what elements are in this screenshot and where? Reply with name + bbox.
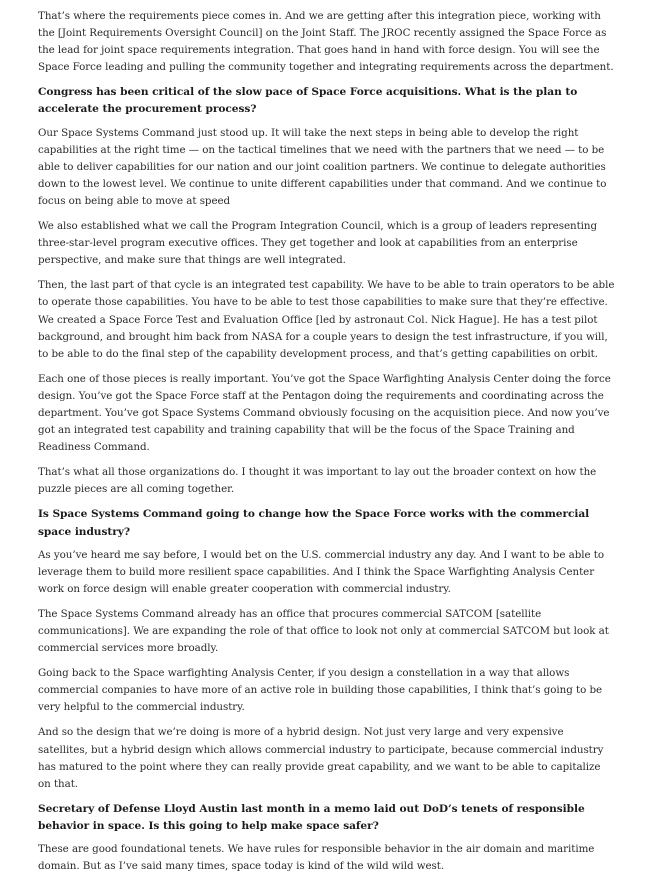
answer-paragraph: That’s where the requirements piece comes in. And we are getting after this integration piece, working with the [Joint Requirements Oversight Council] on the Joint Staff. The JROC recently assigned the Space Force as the lead for joint space requirements integration. That goes hand in hand with force design. You will see the Space Force leading and pulling the community together and integrating requirements across the department. xyxy=(38,10,614,74)
answer-paragraph: Then, the last part of that cycle is an integrated test capability. We have to be able to train operators to be able to operate those capabilities. You have to be able to test those capabilities to make sure that they’re effective. We created a Space Force Test and Evaluation Office [led by astronaut Col. Nick Hague]. He has a test pilot background, and brought him back from NASA for a couple years to design the test infrastructure, if you will, to be able to do the final step of the capability development process, and that’s getting capabilities on orbit. xyxy=(38,279,615,360)
question-heading: Congress has been critical of the slow pace of Space Force acquisitions. What is the plan to accelerate the procurement process? xyxy=(38,86,578,116)
answer-paragraph: As you’ve heard me say before, I would bet on the U.S. commercial industry any day. And I want to be able to leverage them to build more resilient space capabilities. And I think the Space Warfighting Analysis Center work on force design will enable greater cooperation with commercial industry. xyxy=(38,548,604,595)
answer-paragraph: We also established what we call the Program Integration Council, which is a group of leaders representing three-star-level program executive offices. They get together and look at capabilities from an enterprise perspective, and make sure that things are well integrated. xyxy=(38,220,598,267)
answer-paragraph: That’s what all those organizations do. I thought it was important to lay out the broader context on how the puzzle pieces are all coming together. xyxy=(38,466,597,496)
answer-paragraph: These are good foundational tenets. We have rules for responsible behavior in the air domain and maritime domain. But as I’ve said many times, space today is kind of the wild wild west. xyxy=(38,843,595,873)
answer-paragraph: Our Space Systems Command just stood up. It will take the next steps in being able to develop the right capabilities at the right time — on the tactical timelines that we need with the partners that we need — to be able to deliver capabilities for our nation and our joint coalition partners. We continue to delegate authorities down to the lowest level. We continue to unite different capabilities under that command. And we continue to focus on being able to move at speed xyxy=(38,126,607,207)
question-heading: Is Space Systems Command going to change how the Space Force works with the commercial space industry? xyxy=(38,508,590,538)
answer-paragraph: And so the design that we’re doing is more of a hybrid design. Not just very large and very expensive satellites, but a hybrid design which allows commercial industry to participate, because commercial industry has matured to the point where they can really provide great capability, and we want to be able to capitalize on that. xyxy=(38,726,604,790)
question-heading: Secretary of Defense Lloyd Austin last month in a memo laid out DoD’s tenets of responsible behavior in space. Is this going to help make space safer? xyxy=(38,802,585,832)
answer-paragraph: Going back to the Space warfighting Analysis Center, if you design a constellation in a way that allows commercial companies to have more of an active role in building those capabilities, I think that’s going to be very helpful to the commercial industry. xyxy=(38,667,603,714)
article-body xyxy=(38,8,616,883)
answer-paragraph: The Space Systems Command already has an office that procures commercial SATCOM [satellite communications]. We are expanding the role of that office to look not only at commercial SATCOM but look at commercial services more broadly. xyxy=(38,607,609,655)
answer-paragraph: Each one of those pieces is really important. You’ve got the Space Warfighting Analysis Center doing the force design. You’ve got the Space Force staff at the Pentagon doing the requirements and coordinating across the department. You’ve got Space Systems Command obviously focusing on the acquisition piece. And now you’ve got an integrated test capability and training capability that will be the focus of the Space Training and Readiness Command. xyxy=(38,372,611,454)
